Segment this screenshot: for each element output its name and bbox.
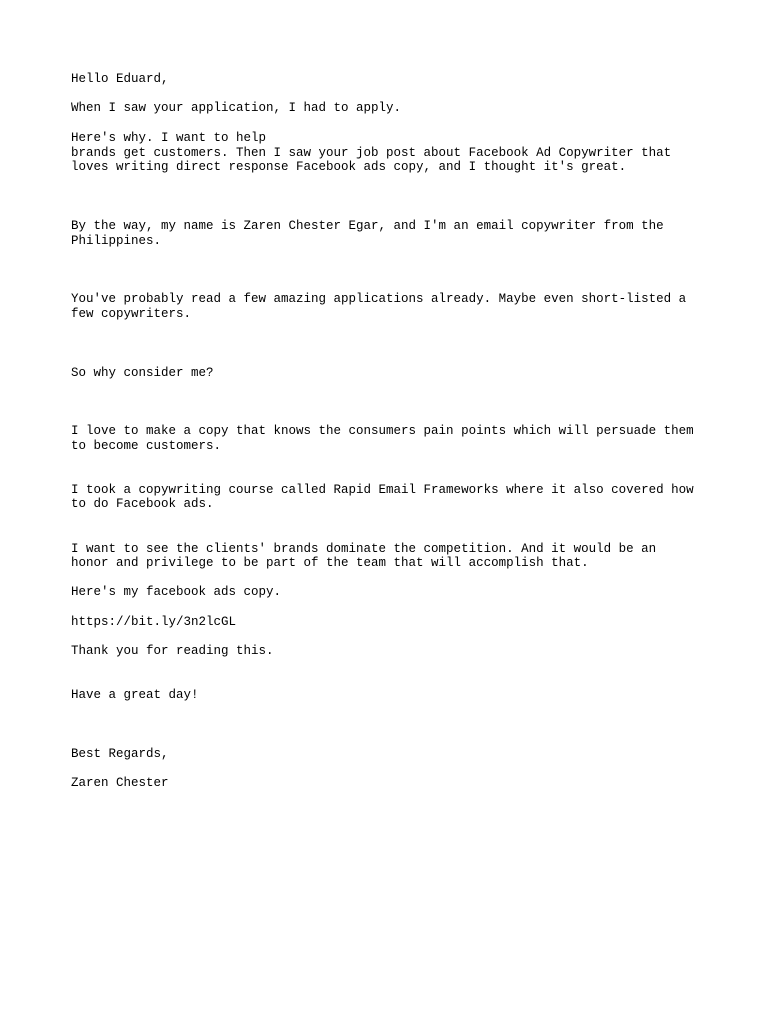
- why-line-3: loves writing direct response Facebook ads copy, and I thought it's great.: [71, 160, 627, 174]
- pain-points-line-2: to become customers.: [71, 439, 222, 453]
- intro-name-line-1: By the way, my name is Zaren Chester Egar, and I'm an email copywriter from the: [71, 219, 664, 233]
- great-day-line: Have a great day!: [71, 688, 199, 702]
- intro-name-line-2: Philippines.: [71, 234, 162, 248]
- intro-line: When I saw your application, I had to apply.: [71, 101, 402, 115]
- pain-points-line-1: I love to make a copy that knows the consumers pain points which will persuade them: [71, 424, 694, 438]
- why-line-2: brands get customers. Then I saw your job post about Facebook Ad Copywriter that: [71, 146, 672, 160]
- ads-copy-line: Here's my facebook ads copy.: [71, 585, 282, 599]
- course-line-1: I took a copywriting course called Rapid Email Frameworks where it also covered how: [71, 483, 694, 497]
- competition-line-1: I want to see the clients' brands dominate the competition. And it would be an: [71, 542, 657, 556]
- greeting-line: Hello Eduard,: [71, 72, 169, 86]
- question-line: So why consider me?: [71, 366, 214, 380]
- thanks-line: Thank you for reading this.: [71, 644, 274, 658]
- signature-name: Zaren Chester: [71, 776, 169, 790]
- why-line-1: Here's why. I want to help: [71, 131, 267, 145]
- applications-line-1: You've probably read a few amazing applications already. Maybe even short-listed a: [71, 292, 687, 306]
- ads-copy-link: https://bit.ly/3n2lcGL: [71, 615, 237, 629]
- course-line-2: to do Facebook ads.: [71, 497, 214, 511]
- competition-line-2: honor and privilege to be part of the team that will accomplish that.: [71, 556, 589, 570]
- closing-line: Best Regards,: [71, 747, 169, 761]
- applications-line-2: few copywriters.: [71, 307, 192, 321]
